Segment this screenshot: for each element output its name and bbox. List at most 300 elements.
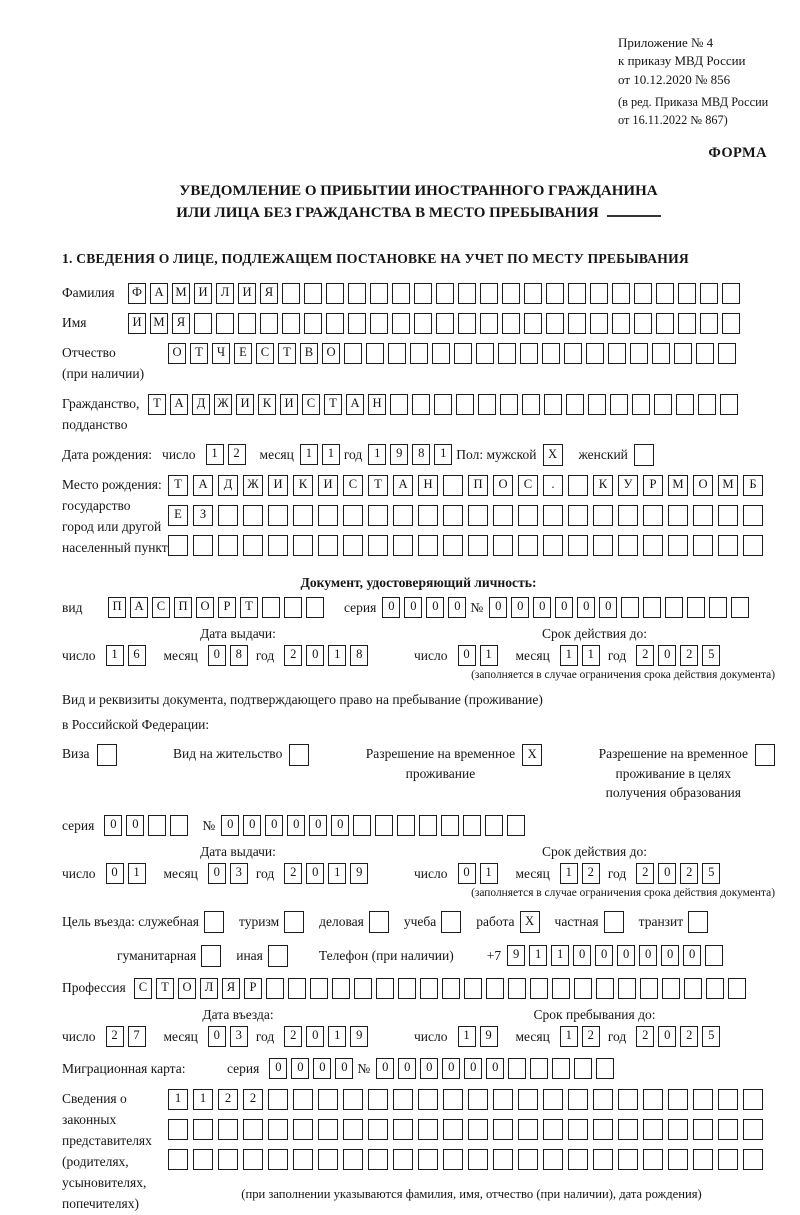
char-box[interactable] bbox=[546, 283, 564, 304]
char-box[interactable] bbox=[718, 1089, 738, 1110]
char-box[interactable] bbox=[476, 343, 494, 364]
char-box[interactable]: О bbox=[322, 343, 340, 364]
char-box[interactable] bbox=[393, 1089, 413, 1110]
char-box[interactable] bbox=[243, 535, 263, 556]
char-box[interactable] bbox=[480, 313, 498, 334]
char-box[interactable]: А bbox=[170, 394, 188, 415]
char-box[interactable]: О bbox=[493, 475, 513, 496]
char-box[interactable] bbox=[268, 1089, 288, 1110]
char-box[interactable] bbox=[568, 1089, 588, 1110]
char-box[interactable]: 8 bbox=[412, 444, 430, 465]
char-box[interactable] bbox=[665, 597, 683, 618]
char-box[interactable]: И bbox=[128, 313, 146, 334]
char-box[interactable] bbox=[398, 978, 416, 999]
char-box[interactable]: Я bbox=[172, 313, 190, 334]
char-box[interactable]: 1 bbox=[560, 645, 578, 666]
char-box[interactable] bbox=[486, 978, 504, 999]
char-box[interactable] bbox=[590, 313, 608, 334]
char-box[interactable] bbox=[441, 815, 459, 836]
char-box[interactable]: Е bbox=[168, 505, 188, 526]
char-box[interactable] bbox=[618, 1119, 638, 1140]
char-box[interactable]: 2 bbox=[582, 863, 600, 884]
char-box[interactable]: Е bbox=[234, 343, 252, 364]
char-box[interactable] bbox=[568, 1149, 588, 1170]
char-box[interactable] bbox=[588, 394, 606, 415]
char-box[interactable] bbox=[718, 535, 738, 556]
char-box[interactable]: 0 bbox=[243, 815, 261, 836]
char-box[interactable]: С bbox=[134, 978, 152, 999]
char-box[interactable] bbox=[368, 535, 388, 556]
char-box[interactable] bbox=[520, 343, 538, 364]
char-box[interactable]: 2 bbox=[636, 863, 654, 884]
char-box[interactable]: 0 bbox=[458, 863, 476, 884]
char-box[interactable]: Ф bbox=[128, 283, 146, 304]
char-box[interactable]: 1 bbox=[529, 945, 547, 966]
char-box[interactable] bbox=[443, 1149, 463, 1170]
char-box[interactable] bbox=[643, 1089, 663, 1110]
char-box[interactable]: 1 bbox=[480, 645, 498, 666]
char-box[interactable] bbox=[243, 1149, 263, 1170]
char-box[interactable]: О bbox=[196, 597, 214, 618]
char-box[interactable] bbox=[568, 283, 586, 304]
char-box[interactable]: Т bbox=[168, 475, 188, 496]
char-box[interactable] bbox=[468, 535, 488, 556]
char-box[interactable] bbox=[293, 1149, 313, 1170]
char-box[interactable] bbox=[318, 1089, 338, 1110]
char-box[interactable]: 0 bbox=[309, 815, 327, 836]
char-box[interactable]: 8 bbox=[350, 645, 368, 666]
char-box[interactable] bbox=[700, 313, 718, 334]
char-box[interactable]: 0 bbox=[639, 945, 657, 966]
char-box[interactable] bbox=[348, 283, 366, 304]
char-box[interactable]: Д bbox=[218, 475, 238, 496]
char-box[interactable] bbox=[216, 313, 234, 334]
char-box[interactable] bbox=[593, 1119, 613, 1140]
char-box[interactable]: 2 bbox=[106, 1026, 124, 1047]
char-box[interactable] bbox=[652, 343, 670, 364]
char-box[interactable] bbox=[693, 1119, 713, 1140]
char-box[interactable] bbox=[632, 394, 650, 415]
char-box[interactable]: 0 bbox=[306, 1026, 324, 1047]
char-box[interactable] bbox=[218, 505, 238, 526]
char-box[interactable] bbox=[238, 313, 256, 334]
char-box[interactable] bbox=[369, 911, 389, 933]
char-box[interactable] bbox=[568, 313, 586, 334]
char-box[interactable] bbox=[218, 1149, 238, 1170]
char-box[interactable]: 0 bbox=[106, 863, 124, 884]
char-box[interactable] bbox=[193, 535, 213, 556]
char-box[interactable]: 2 bbox=[284, 645, 302, 666]
char-box[interactable] bbox=[201, 945, 221, 967]
char-box[interactable]: К bbox=[293, 475, 313, 496]
char-box[interactable] bbox=[731, 597, 749, 618]
char-box[interactable] bbox=[608, 343, 626, 364]
char-box[interactable]: Р bbox=[244, 978, 262, 999]
char-box[interactable] bbox=[493, 1089, 513, 1110]
char-box[interactable] bbox=[458, 313, 476, 334]
char-box[interactable]: 2 bbox=[636, 645, 654, 666]
char-box[interactable]: 0 bbox=[287, 815, 305, 836]
char-box[interactable] bbox=[468, 1089, 488, 1110]
char-box[interactable]: А bbox=[346, 394, 364, 415]
char-box[interactable]: 5 bbox=[702, 1026, 720, 1047]
char-box[interactable]: 1 bbox=[368, 444, 386, 465]
char-box[interactable] bbox=[368, 1089, 388, 1110]
char-box[interactable]: 0 bbox=[661, 945, 679, 966]
char-box[interactable] bbox=[306, 597, 324, 618]
char-box[interactable]: 1 bbox=[551, 945, 569, 966]
char-box[interactable] bbox=[468, 1119, 488, 1140]
char-box[interactable]: 2 bbox=[284, 863, 302, 884]
char-box[interactable] bbox=[288, 978, 306, 999]
char-box[interactable] bbox=[268, 945, 288, 967]
char-box[interactable]: 9 bbox=[390, 444, 408, 465]
char-box[interactable] bbox=[318, 535, 338, 556]
char-box[interactable] bbox=[718, 1119, 738, 1140]
char-box[interactable]: 0 bbox=[683, 945, 701, 966]
char-box[interactable] bbox=[318, 505, 338, 526]
char-box[interactable]: 3 bbox=[230, 1026, 248, 1047]
char-box[interactable]: 0 bbox=[313, 1058, 331, 1079]
char-box[interactable] bbox=[500, 394, 518, 415]
char-box[interactable]: С bbox=[518, 475, 538, 496]
char-box[interactable] bbox=[543, 505, 563, 526]
char-box[interactable] bbox=[243, 1119, 263, 1140]
char-box[interactable]: Т bbox=[156, 978, 174, 999]
char-box[interactable] bbox=[668, 1119, 688, 1140]
char-box[interactable] bbox=[502, 283, 520, 304]
char-box[interactable] bbox=[410, 343, 428, 364]
char-box[interactable]: Б bbox=[743, 475, 763, 496]
char-box[interactable]: 0 bbox=[555, 597, 573, 618]
char-box[interactable] bbox=[392, 283, 410, 304]
char-box[interactable] bbox=[318, 1119, 338, 1140]
char-box[interactable] bbox=[282, 313, 300, 334]
char-box[interactable]: М bbox=[718, 475, 738, 496]
char-box[interactable] bbox=[518, 1149, 538, 1170]
char-box[interactable] bbox=[418, 1119, 438, 1140]
char-box[interactable] bbox=[743, 1149, 763, 1170]
char-box[interactable]: С bbox=[343, 475, 363, 496]
char-box[interactable] bbox=[441, 911, 461, 933]
char-box[interactable] bbox=[566, 394, 584, 415]
char-box[interactable] bbox=[530, 1058, 548, 1079]
char-box[interactable] bbox=[354, 978, 372, 999]
char-box[interactable]: 1 bbox=[434, 444, 452, 465]
char-box[interactable]: И bbox=[280, 394, 298, 415]
char-box[interactable] bbox=[618, 535, 638, 556]
char-box[interactable] bbox=[419, 815, 437, 836]
char-box[interactable] bbox=[621, 597, 639, 618]
char-box[interactable] bbox=[376, 978, 394, 999]
char-box[interactable] bbox=[722, 313, 740, 334]
char-box[interactable]: 0 bbox=[126, 815, 144, 836]
char-box[interactable]: Р bbox=[218, 597, 236, 618]
char-box[interactable]: О bbox=[168, 343, 186, 364]
char-box[interactable] bbox=[266, 978, 284, 999]
char-box[interactable] bbox=[418, 505, 438, 526]
char-box[interactable]: 0 bbox=[533, 597, 551, 618]
char-box[interactable] bbox=[564, 343, 582, 364]
char-box[interactable] bbox=[485, 815, 503, 836]
char-box[interactable]: 0 bbox=[458, 645, 476, 666]
char-box[interactable]: М bbox=[150, 313, 168, 334]
char-box[interactable] bbox=[218, 1119, 238, 1140]
char-box[interactable] bbox=[693, 1149, 713, 1170]
char-box[interactable]: 2 bbox=[680, 645, 698, 666]
char-box[interactable] bbox=[684, 978, 702, 999]
char-box[interactable] bbox=[493, 505, 513, 526]
char-box[interactable] bbox=[289, 744, 309, 766]
char-box[interactable]: Т bbox=[278, 343, 296, 364]
char-box[interactable]: 0 bbox=[398, 1058, 416, 1079]
char-box[interactable] bbox=[593, 505, 613, 526]
char-box[interactable] bbox=[552, 978, 570, 999]
char-box[interactable]: 1 bbox=[193, 1089, 213, 1110]
char-box[interactable]: 0 bbox=[376, 1058, 394, 1079]
char-box[interactable] bbox=[634, 313, 652, 334]
char-box[interactable]: О bbox=[693, 475, 713, 496]
char-box[interactable] bbox=[344, 343, 362, 364]
char-box[interactable]: 0 bbox=[448, 597, 466, 618]
char-box[interactable] bbox=[709, 597, 727, 618]
char-box[interactable] bbox=[678, 313, 696, 334]
char-box[interactable]: С bbox=[256, 343, 274, 364]
char-box[interactable] bbox=[443, 535, 463, 556]
char-box[interactable]: 0 bbox=[464, 1058, 482, 1079]
char-box[interactable] bbox=[643, 505, 663, 526]
char-box[interactable] bbox=[524, 313, 542, 334]
char-box[interactable] bbox=[393, 1149, 413, 1170]
char-box[interactable]: 0 bbox=[291, 1058, 309, 1079]
char-box[interactable] bbox=[502, 313, 520, 334]
char-box[interactable] bbox=[586, 343, 604, 364]
char-box[interactable]: 2 bbox=[284, 1026, 302, 1047]
char-box[interactable]: 0 bbox=[573, 945, 591, 966]
char-box[interactable] bbox=[442, 978, 460, 999]
char-box[interactable]: 1 bbox=[300, 444, 318, 465]
char-box[interactable] bbox=[596, 1058, 614, 1079]
char-box[interactable]: 5 bbox=[702, 863, 720, 884]
char-box[interactable]: 9 bbox=[350, 863, 368, 884]
char-box[interactable] bbox=[634, 444, 654, 466]
char-box[interactable]: 2 bbox=[680, 1026, 698, 1047]
char-box[interactable] bbox=[343, 505, 363, 526]
char-box[interactable] bbox=[630, 343, 648, 364]
char-box[interactable] bbox=[353, 815, 371, 836]
char-box[interactable] bbox=[436, 283, 454, 304]
char-box[interactable]: 0 bbox=[658, 645, 676, 666]
char-box[interactable] bbox=[268, 1149, 288, 1170]
char-box[interactable]: М bbox=[172, 283, 190, 304]
char-box[interactable]: 1 bbox=[106, 645, 124, 666]
char-box[interactable] bbox=[568, 1119, 588, 1140]
char-box[interactable] bbox=[368, 1149, 388, 1170]
char-box[interactable] bbox=[326, 313, 344, 334]
char-box[interactable]: 0 bbox=[595, 945, 613, 966]
char-box[interactable]: 0 bbox=[208, 863, 226, 884]
char-box[interactable] bbox=[493, 535, 513, 556]
char-box[interactable] bbox=[543, 1149, 563, 1170]
char-box[interactable] bbox=[543, 1089, 563, 1110]
char-box[interactable] bbox=[676, 394, 694, 415]
char-box[interactable] bbox=[618, 505, 638, 526]
char-box[interactable]: Т bbox=[148, 394, 166, 415]
char-box[interactable] bbox=[443, 1119, 463, 1140]
char-box[interactable] bbox=[412, 394, 430, 415]
char-box[interactable]: 1 bbox=[168, 1089, 188, 1110]
char-box[interactable]: И bbox=[236, 394, 254, 415]
char-box[interactable] bbox=[397, 815, 415, 836]
char-box[interactable]: А bbox=[130, 597, 148, 618]
char-box[interactable]: Т bbox=[240, 597, 258, 618]
char-box[interactable] bbox=[618, 1089, 638, 1110]
char-box[interactable]: 0 bbox=[265, 815, 283, 836]
char-box[interactable] bbox=[480, 283, 498, 304]
char-box[interactable]: 0 bbox=[599, 597, 617, 618]
char-box[interactable] bbox=[743, 505, 763, 526]
char-box[interactable] bbox=[508, 978, 526, 999]
char-box[interactable]: З bbox=[193, 505, 213, 526]
char-box[interactable] bbox=[443, 505, 463, 526]
char-box[interactable] bbox=[463, 815, 481, 836]
char-box[interactable] bbox=[260, 313, 278, 334]
char-box[interactable] bbox=[640, 978, 658, 999]
char-box[interactable]: 1 bbox=[322, 444, 340, 465]
char-box[interactable]: 0 bbox=[404, 597, 422, 618]
char-box[interactable]: 2 bbox=[228, 444, 246, 465]
char-box[interactable]: 9 bbox=[480, 1026, 498, 1047]
char-box[interactable] bbox=[612, 283, 630, 304]
char-box[interactable] bbox=[518, 1089, 538, 1110]
char-box[interactable]: 0 bbox=[331, 815, 349, 836]
char-box[interactable]: Ч bbox=[212, 343, 230, 364]
char-box[interactable]: П bbox=[468, 475, 488, 496]
char-box[interactable] bbox=[204, 911, 224, 933]
char-box[interactable] bbox=[643, 1149, 663, 1170]
char-box[interactable]: Л bbox=[216, 283, 234, 304]
char-box[interactable] bbox=[243, 505, 263, 526]
char-box[interactable] bbox=[343, 1149, 363, 1170]
char-box[interactable]: К bbox=[258, 394, 276, 415]
char-box[interactable] bbox=[456, 394, 474, 415]
char-box[interactable] bbox=[693, 1089, 713, 1110]
char-box[interactable] bbox=[366, 343, 384, 364]
char-box[interactable] bbox=[574, 1058, 592, 1079]
char-box[interactable] bbox=[414, 283, 432, 304]
char-box[interactable] bbox=[687, 597, 705, 618]
char-box[interactable] bbox=[493, 1149, 513, 1170]
char-box[interactable] bbox=[700, 283, 718, 304]
char-box[interactable]: 1 bbox=[328, 1026, 346, 1047]
char-box[interactable] bbox=[524, 283, 542, 304]
char-box[interactable] bbox=[262, 597, 280, 618]
char-box[interactable] bbox=[194, 313, 212, 334]
char-box[interactable]: 0 bbox=[426, 597, 444, 618]
char-box[interactable] bbox=[414, 313, 432, 334]
char-box[interactable]: 1 bbox=[206, 444, 224, 465]
char-box[interactable] bbox=[593, 535, 613, 556]
char-box[interactable] bbox=[552, 1058, 570, 1079]
char-box[interactable] bbox=[542, 343, 560, 364]
char-box[interactable] bbox=[284, 911, 304, 933]
char-box[interactable] bbox=[388, 343, 406, 364]
char-box[interactable] bbox=[668, 505, 688, 526]
char-box[interactable] bbox=[304, 313, 322, 334]
char-box[interactable]: Р bbox=[643, 475, 663, 496]
char-box[interactable]: X bbox=[522, 744, 542, 766]
char-box[interactable]: Л bbox=[200, 978, 218, 999]
char-box[interactable] bbox=[498, 343, 516, 364]
char-box[interactable]: 0 bbox=[306, 645, 324, 666]
char-box[interactable] bbox=[643, 535, 663, 556]
char-box[interactable]: А bbox=[393, 475, 413, 496]
char-box[interactable] bbox=[643, 1119, 663, 1140]
char-box[interactable] bbox=[370, 313, 388, 334]
char-box[interactable] bbox=[343, 1119, 363, 1140]
char-box[interactable] bbox=[282, 283, 300, 304]
char-box[interactable] bbox=[454, 343, 472, 364]
char-box[interactable] bbox=[508, 1058, 526, 1079]
char-box[interactable]: 0 bbox=[382, 597, 400, 618]
char-box[interactable] bbox=[706, 978, 724, 999]
char-box[interactable] bbox=[418, 1089, 438, 1110]
char-box[interactable] bbox=[590, 283, 608, 304]
char-box[interactable]: 0 bbox=[269, 1058, 287, 1079]
char-box[interactable] bbox=[436, 313, 454, 334]
char-box[interactable] bbox=[718, 343, 736, 364]
char-box[interactable] bbox=[268, 505, 288, 526]
char-box[interactable]: И bbox=[268, 475, 288, 496]
char-box[interactable] bbox=[468, 505, 488, 526]
char-box[interactable]: X bbox=[543, 444, 563, 466]
char-box[interactable]: 1 bbox=[560, 1026, 578, 1047]
char-box[interactable] bbox=[568, 475, 588, 496]
char-box[interactable] bbox=[543, 535, 563, 556]
char-box[interactable] bbox=[193, 1119, 213, 1140]
char-box[interactable] bbox=[343, 535, 363, 556]
char-box[interactable]: 1 bbox=[128, 863, 146, 884]
char-box[interactable] bbox=[268, 1119, 288, 1140]
char-box[interactable] bbox=[668, 1089, 688, 1110]
char-box[interactable] bbox=[368, 1119, 388, 1140]
char-box[interactable]: 0 bbox=[442, 1058, 460, 1079]
char-box[interactable]: 0 bbox=[577, 597, 595, 618]
char-box[interactable] bbox=[370, 283, 388, 304]
char-box[interactable] bbox=[148, 815, 166, 836]
char-box[interactable] bbox=[310, 978, 328, 999]
char-box[interactable]: Н bbox=[368, 394, 386, 415]
char-box[interactable]: П bbox=[174, 597, 192, 618]
char-box[interactable] bbox=[343, 1089, 363, 1110]
char-box[interactable] bbox=[293, 1119, 313, 1140]
char-box[interactable] bbox=[643, 597, 661, 618]
char-box[interactable]: 0 bbox=[208, 1026, 226, 1047]
char-box[interactable]: У bbox=[618, 475, 638, 496]
char-box[interactable]: 2 bbox=[218, 1089, 238, 1110]
char-box[interactable]: И bbox=[238, 283, 256, 304]
char-box[interactable] bbox=[593, 1149, 613, 1170]
char-box[interactable] bbox=[268, 535, 288, 556]
char-box[interactable]: 2 bbox=[680, 863, 698, 884]
char-box[interactable] bbox=[393, 1119, 413, 1140]
char-box[interactable]: 0 bbox=[420, 1058, 438, 1079]
char-box[interactable]: 0 bbox=[221, 815, 239, 836]
char-box[interactable]: 0 bbox=[335, 1058, 353, 1079]
char-box[interactable] bbox=[654, 394, 672, 415]
char-box[interactable]: 0 bbox=[489, 597, 507, 618]
char-box[interactable]: 8 bbox=[230, 645, 248, 666]
